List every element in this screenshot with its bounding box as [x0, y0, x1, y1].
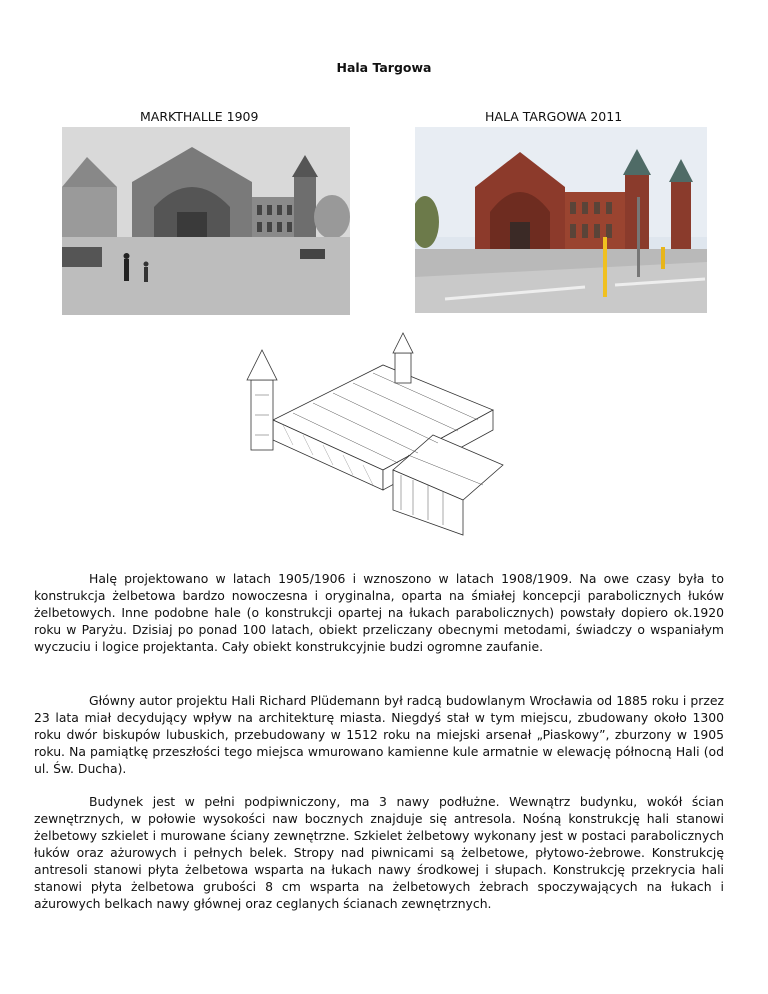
historic-photo — [62, 127, 350, 315]
caption-left: MARKTHALLE 1909 — [140, 109, 259, 124]
isometric-drawing — [233, 325, 531, 553]
paragraph-1: Halę projektowano w latach 1905/1906 i wznoszono w latach 1908/1909. Na owe czasy była to konstrukcja żelbetowa bardzo nowoczesna i oryginalna, oparta na śmiałej koncepcji parabolicznych łuków żelbetowych. Inne podobne hale (o konstrukcji opartej na łukach parabolicznych) powstały dopiero ok.1920 roku w Paryżu. Dzisiaj po ponad 100 latach, obiekt przeliczany obecnymi metodami, świadczy o wspaniałym wyczuciu i logice projektanta. Cały obiekt konstrukcyjnie budzi ogromne zaufanie. — [34, 571, 724, 654]
page-title: Hala Targowa — [336, 60, 432, 75]
caption-right: HALA TARGOWA 2011 — [485, 109, 623, 124]
paragraph-2: Główny autor projektu Hali Richard Plüdemann był radcą budowlanym Wrocławia od 1885 roku i przez 23 lata miał decydujący wpływ na architekturę miasta. Niegdyś stał w tym miejscu, zbudowany około 1300 roku dwór biskupów lubuskich, przebudowany w 1512 roku na miejski arsenał „Piaskowy”, zburzony w 1905 roku. Na pamiątkę przeszłości tego miejsca wmurowano kamienne kule armatnie w elewację północną Hali (od ul. Św. Ducha). — [34, 693, 724, 776]
paragraph-3: Budynek jest w pełni podpiwniczony, ma 3 nawy podłużne. Wewnątrz budynku, wokół ścian zewnętrznych, w połowie wysokości naw bocznych znajduje się antresola. Nośną konstrukcję hali stanowi żelbetowy szkielet i murowane ściany zewnętrzne. Szkielet żelbetowy wykonany jest w postaci parabolicznych łuków oraz ażurowych i pełnych belek. Stropy nad piwnicami są żelbetowe, płytowo-żebrowe. Konstrukcję antresoli stanowi płyta żelbetowa wsparta na łukach nawy środkowej i słupach. Konstrukcję przekrycia hali stanowi płyta żelbetowa grubości 8 cm wsparta na żelbetowych żebrach spoczywających na łukach i ażurowych belkach nawy głównej oraz ceglanych ścianach zewnętrznych. — [34, 794, 724, 911]
modern-photo — [415, 127, 707, 313]
